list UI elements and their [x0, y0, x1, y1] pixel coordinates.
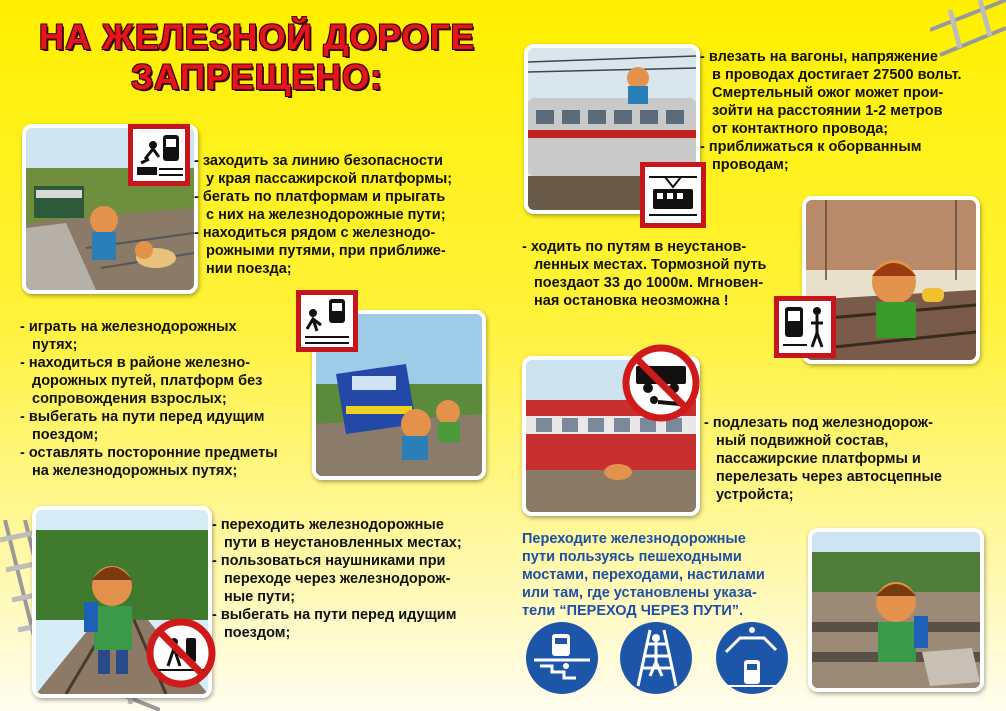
title-line-2: ЗАПРЕЩЕНО: — [131, 58, 383, 97]
rule-line: с них на железнодорожные пути; — [206, 207, 446, 223]
rule-block-under-wagons — [704, 414, 942, 504]
page-title — [22, 18, 492, 98]
advice-line: пути пользуясь пешеходными — [522, 549, 742, 565]
pedestrian-crossing-photo — [808, 528, 984, 692]
rule-block-platform — [194, 152, 452, 278]
rule-line: - бегать по платформам и прыгать — [194, 189, 446, 205]
rule-line: поездаот 33 до 1000м. Мгновен- — [534, 275, 764, 291]
advice-line: мостами, переходами, настилами — [522, 567, 765, 583]
rule-line: - находиться в районе железно- — [20, 355, 251, 371]
rule-line: - ходить по путям в неустанов- — [522, 239, 747, 255]
rule-line: - играть на железнодорожных — [20, 319, 237, 335]
rule-line: от контактного провода; — [712, 121, 889, 137]
rule-line: ленных местах. Тормозной путь — [534, 257, 767, 273]
pedestrian-underpass-sign-icon — [526, 622, 598, 694]
rule-block-walking — [522, 238, 766, 310]
overhead-wire-sign-icon — [640, 162, 706, 228]
rule-block-wagons — [700, 48, 962, 174]
rule-line: - находиться рядом с железнодо- — [194, 225, 436, 241]
rule-line: в проводах достигает 27500 вольт. — [712, 67, 962, 83]
rule-line: ный подвижной состав, — [716, 433, 889, 449]
rule-line: дорожных путей, платформ без — [32, 373, 263, 389]
running-child-train-sign-icon — [296, 290, 358, 352]
rule-line: у края пассажирской платформы; — [206, 171, 453, 187]
rule-line: - выбегать на пути перед идущим — [212, 607, 457, 623]
pedestrian-bridge-sign-icon — [716, 622, 788, 694]
rule-line: - приближаться к оборванным — [700, 139, 922, 155]
safe-crossing-advice — [522, 530, 765, 620]
rule-line: зойти на расстоянии 1-2 метров — [712, 103, 943, 119]
rule-line: на железнодорожных путях; — [32, 463, 238, 479]
no-crossing-tracks-sign-icon — [146, 618, 216, 688]
rule-line: - заходить за линию безопасности — [194, 153, 443, 169]
rule-line: пассажирские платформы и — [716, 451, 921, 467]
rule-line: - подлезать под железнодорож- — [704, 415, 933, 431]
advice-line: или там, где установлены указа- — [522, 585, 757, 601]
rule-line: рожными путями, при приближе- — [206, 243, 446, 259]
rule-line: - переходить железнодорожные — [212, 517, 444, 533]
rule-line: проводам; — [712, 157, 789, 173]
advice-line: Переходите железнодорожные — [522, 531, 746, 547]
rule-line: пути в неустановленных местах; — [224, 535, 462, 551]
rule-line: поездом; — [224, 625, 291, 641]
title-line-1: НА ЖЕЛЕЗНОЙ ДОРОГЕ — [39, 18, 475, 57]
rule-block-play — [20, 318, 278, 480]
rule-line: нии поезда; — [206, 261, 292, 277]
rule-line: сопровождения взрослых; — [32, 391, 227, 407]
no-crawling-under-wagon-sign-icon — [622, 344, 700, 422]
rule-line: путях; — [32, 337, 78, 353]
rule-line: - пользоваться наушниками при — [212, 553, 446, 569]
rule-line: - влезать на вагоны, напряжение — [700, 49, 938, 65]
rule-line: переходе через железнодорож- — [224, 571, 451, 587]
rule-line: ная остановка неозможна ! — [534, 293, 729, 309]
rule-line: устройста; — [716, 487, 794, 503]
rule-line: - выбегать на пути перед идущим — [20, 409, 265, 425]
rule-line: - оставлять посторонние предметы — [20, 445, 278, 461]
rule-line: поездом; — [32, 427, 99, 443]
rule-line: перелезать через автосцепные — [716, 469, 942, 485]
advice-line: тели “ПЕРЕХОД ЧЕРЕЗ ПУТИ”. — [522, 603, 744, 619]
pedestrian-crossing-sign-icon — [620, 622, 692, 694]
rule-block-crossing — [212, 516, 462, 642]
rule-line: ные пути; — [224, 589, 296, 605]
platform-edge-sign-icon — [128, 124, 190, 186]
rule-line: Смертельный ожог может прои- — [712, 85, 944, 101]
walking-person-train-sign-icon — [774, 296, 836, 358]
